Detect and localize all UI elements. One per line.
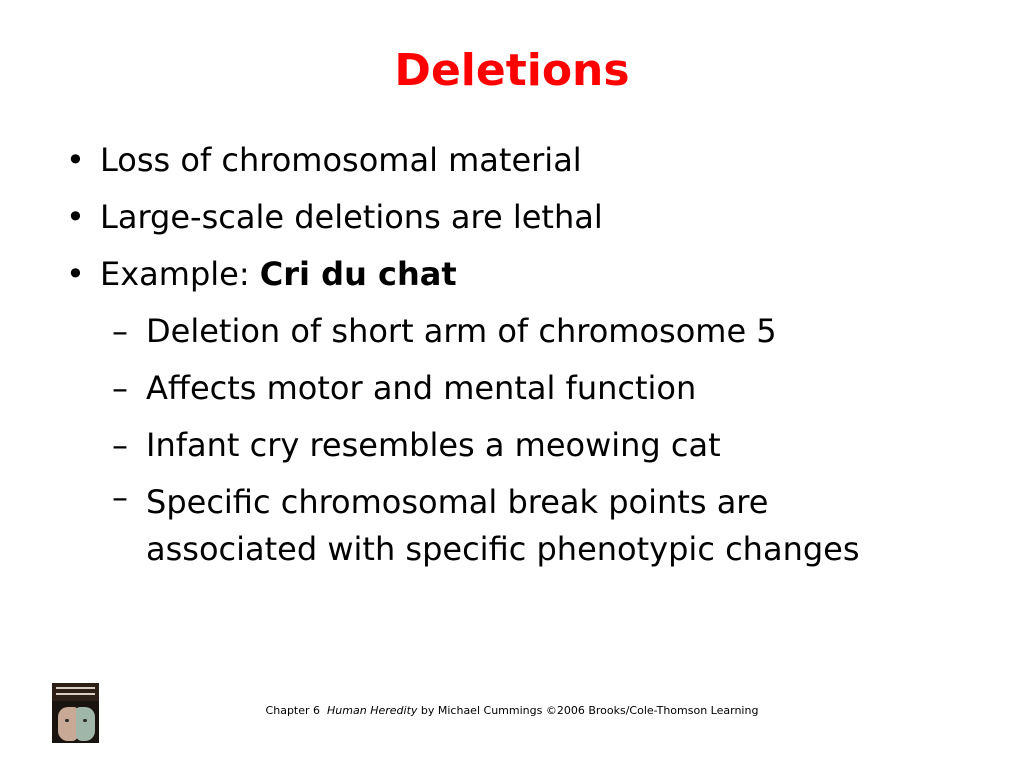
bullet-item bbox=[62, 189, 962, 246]
sub-bullet-text: Infant cry resembles a meowing cat bbox=[146, 426, 721, 464]
bullet-marker: • bbox=[66, 141, 85, 179]
sub-bullet-item bbox=[62, 303, 962, 360]
footer-citation bbox=[0, 703, 1024, 719]
sub-bullet-item bbox=[62, 474, 866, 573]
logo-eye bbox=[65, 719, 69, 722]
footer-credit: by Michael Cummings ©2006 Brooks/Cole-Thomson Learning bbox=[420, 704, 759, 717]
sub-bullet-item bbox=[62, 417, 962, 474]
footer-book-title: Human Heredity bbox=[327, 704, 418, 717]
logo-title-line bbox=[56, 687, 95, 689]
footer-chapter: Chapter 6 bbox=[265, 704, 321, 717]
sub-bullet-text: Specific chromosomal break points are associated with specific phenotypic changes bbox=[146, 483, 860, 568]
sub-bullet-text: Affects motor and mental function bbox=[146, 369, 697, 407]
sub-bullet-marker: – bbox=[112, 369, 128, 407]
bullet-text: Example: bbox=[100, 255, 260, 293]
sub-bullet-text: Deletion of short arm of chromosome 5 bbox=[146, 312, 777, 350]
bullet-item bbox=[62, 132, 962, 189]
logo-title-line bbox=[56, 693, 95, 695]
bullet-item bbox=[62, 246, 962, 303]
bullet-marker: • bbox=[66, 255, 85, 293]
bullet-text: Large-scale deletions are lethal bbox=[100, 198, 603, 236]
sub-bullet-marker: – bbox=[112, 426, 128, 464]
sub-bullet-item bbox=[62, 360, 962, 417]
sub-bullet-marker: – bbox=[112, 312, 128, 350]
logo-eye bbox=[83, 719, 87, 722]
logo-title-band bbox=[52, 683, 99, 701]
bullet-list bbox=[62, 132, 962, 573]
bullet-marker: • bbox=[66, 198, 85, 236]
sub-bullet-marker: – bbox=[112, 478, 128, 516]
bullet-text: Loss of chromosomal material bbox=[100, 141, 582, 179]
slide-title: Deletions bbox=[394, 45, 630, 96]
bullet-bold-text: Cri du chat bbox=[259, 255, 457, 293]
